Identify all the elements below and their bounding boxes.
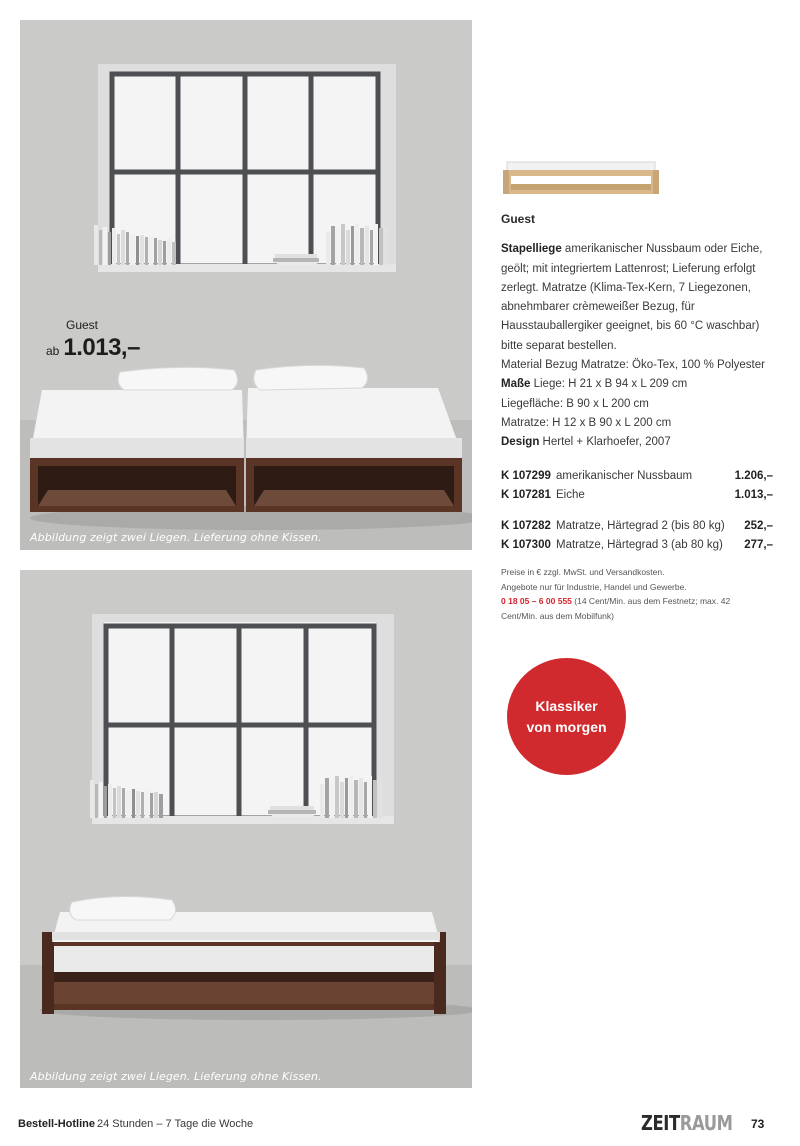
klassiker-badge (507, 658, 626, 775)
product-photo-stacked-beds (20, 570, 472, 1088)
brand-part-1: ZEIT (641, 1111, 680, 1135)
dimensions-liegeflaeche: Liegefläche: B 90 x L 200 cm (501, 397, 649, 410)
photo-caption-top: Abbildung zeigt zwei Liegen. Lieferung ohne Kissen. (30, 531, 322, 544)
dimensions-liege-value: Liege: H 21 x B 94 x L 209 cm (533, 378, 688, 391)
dimensions-label: Maße (501, 378, 531, 391)
fine-print (501, 565, 761, 623)
badge-line-1: Klassiker (535, 697, 598, 714)
hotline-number: 0 18 05 – 6 00 555 (501, 596, 572, 606)
order-description: Eiche (556, 489, 585, 502)
price-tag (46, 318, 140, 362)
design-label: Design (501, 436, 540, 449)
order-description: amerikanischer Nussbaum (556, 469, 693, 482)
order-description: Matratze, Härtegrad 3 (ab 80 kg) (556, 539, 723, 552)
order-price: 1.206,– (734, 469, 773, 482)
order-price: 1.013,– (734, 489, 773, 502)
fine-print-prices: Preise in € zzgl. MwSt. und Versandkosten. (501, 567, 665, 577)
order-row (501, 516, 773, 536)
product-info (501, 210, 777, 453)
order-description: Matratze, Härtegrad 2 (bis 80 kg) (556, 519, 725, 532)
photo-caption-bottom: Abbildung zeigt zwei Liegen. Lieferung ohne Kissen. (30, 1070, 322, 1083)
order-list-frames (501, 466, 773, 505)
order-row (501, 486, 773, 506)
order-code: K 107299 (501, 469, 551, 482)
brand-part-2: RAUM (679, 1111, 733, 1135)
photo-scene-stacked-beds (20, 570, 472, 1088)
product-description (501, 240, 777, 356)
price-tag-name: Guest (66, 318, 99, 332)
product-photo-two-beds (20, 20, 472, 550)
design-value: Hertel + Klarhoefer, 2007 (542, 436, 671, 449)
dimensions-liege (501, 375, 777, 394)
photo-scene-two-beds (20, 20, 472, 550)
description-label: Stapelliege (501, 243, 562, 256)
order-list-mattresses (501, 516, 773, 555)
fine-print-offer: Angebote nur für Industrie, Handel und Gewerbe. (501, 581, 687, 592)
product-material: Material Bezug Matratze: Öko-Tex, 100 % Polyester (501, 359, 765, 372)
price-tag-value: 1.013,– (63, 334, 140, 361)
page-number: 73 (751, 1117, 765, 1131)
hotline-cost-note: (14 Cent/Min. aus dem Festnetz; max. 42 Cent/Min. aus dem Mobilfunk) (501, 596, 731, 621)
hotline-hours: 24 Stunden – 7 Tage die Woche (97, 1118, 254, 1130)
dimensions-matratze: Matratze: H 12 x B 90 x L 200 cm (501, 416, 672, 429)
product-thumbnail (501, 160, 661, 196)
badge-line-2: von morgen (526, 718, 607, 735)
order-row (501, 466, 773, 486)
order-code: K 107300 (501, 539, 551, 552)
page-footer (18, 1111, 784, 1136)
fine-print-phone (501, 594, 761, 623)
product-design (501, 433, 777, 452)
order-row (501, 536, 773, 556)
order-code: K 107281 (501, 489, 551, 502)
order-code: K 107282 (501, 519, 551, 532)
hotline-label: Bestell-Hotline (18, 1118, 96, 1130)
price-tag-prefix: ab (46, 344, 60, 358)
description-text: amerikanischer Nussbaum oder Eiche, geölt; mit integriertem Lattenrost; Lieferung erfolgt zerlegt. Matratze (Klima-Tex-Kern, 7 Liegezonen, abnehmbarer crèmeweißer Bezug, für Hausstauballergiker geeignet, bis 60 °C waschbar) bitte separat bestellen. (501, 243, 763, 352)
product-title: Guest (501, 212, 536, 226)
brand-logo (641, 1111, 733, 1135)
order-price: 277,– (744, 539, 773, 552)
order-price: 252,– (744, 519, 773, 532)
